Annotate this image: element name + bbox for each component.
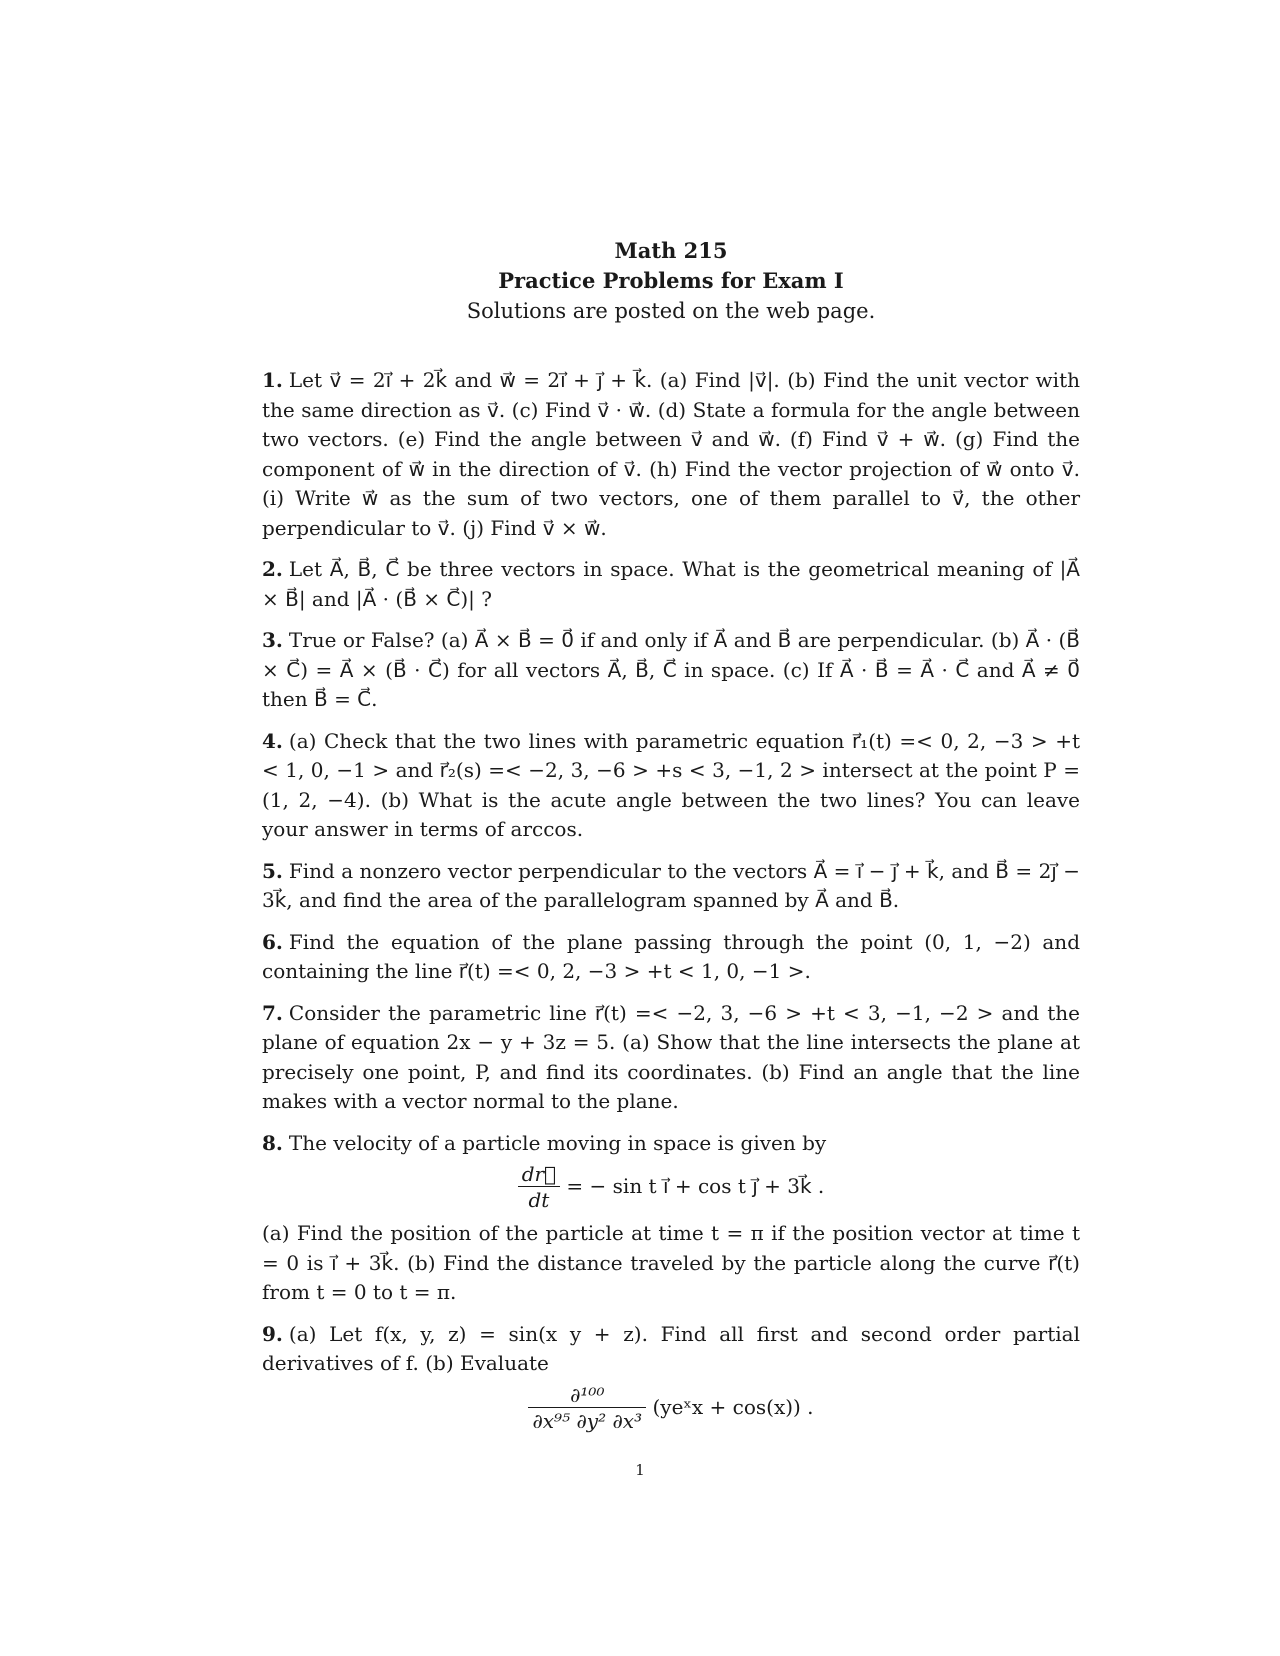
problem-text-continued: (a) Find the position of the particle at time t = π if the position vector at time t = 0 is i⃗ + 3k⃗. (b) Find the distance traveled by the particle along the curve r⃗(t) from t = 0 to t = π. <box>262 1221 1080 1304</box>
partial-derivative-expression <box>262 1383 1080 1434</box>
problem-number: 7. <box>262 1000 283 1025</box>
document-header <box>262 236 1080 326</box>
problem-text: (a) Let f(x, y, z) = sin(x y + z). Find all first and second order partial derivatives of f. (b) Evaluate <box>262 1321 1080 1375</box>
problem-text: The velocity of a particle moving in space is given by <box>288 1130 827 1155</box>
problem-number: 5. <box>262 858 283 883</box>
problem-5 <box>262 857 1080 916</box>
velocity-equation <box>262 1162 1080 1213</box>
fraction-numerator: ∂¹⁰⁰ <box>528 1383 646 1408</box>
problem-2 <box>262 555 1080 614</box>
problem-number: 4. <box>262 728 283 753</box>
problem-text: True or False? (a) A⃗ × B⃗ = 0⃗ if and only if A⃗ and B⃗ are perpendicular. (b) A⃗ · (B⃗ × C⃗) = A⃗ × (B⃗ · C⃗) for all vectors A⃗, B⃗, C⃗ in space. (c) If A⃗ · B⃗ = A⃗ · C⃗ and A⃗ ≠ 0⃗ then B⃗ = C⃗. <box>262 628 1080 711</box>
problem-number: 9. <box>262 1321 283 1346</box>
page-number: 1 <box>635 1461 645 1479</box>
problem-text: (a) Check that the two lines with parametric equation r⃗₁(t) =< 0, 2, −3 > +t < 1, 0, −1 > and r⃗₂(s) =< −2, 3, −6 > +s < 3, −1, 2 > intersect at the point P = (1, 2, −4). (b) What is the acute angle between the two lines? You can leave your answer in terms of arccos. <box>262 728 1080 841</box>
problem-text: Find a nonzero vector perpendicular to the vectors A⃗ = i⃗ − j⃗ + k⃗, and B⃗ = 2j⃗ − 3k⃗, and find the area of the parallelogram spanned by A⃗ and B⃗. <box>262 858 1080 912</box>
fraction-denominator: ∂x⁹⁵ ∂y² ∂x³ <box>532 1408 643 1433</box>
solutions-note: Solutions are posted on the web page. <box>466 299 876 323</box>
problem-text: Consider the parametric line r⃗(t) =< −2, 3, −6 > +t < 3, −1, −2 > and the plane of equation 2x − y + 3z = 5. (a) Show that the line intersects the plane at precisely one point, P, and find its coordinates. (b) Find an angle that the line makes with a vector normal to the plane. <box>262 1000 1080 1113</box>
document-subtitle: Practice Problems for Exam I <box>498 268 844 293</box>
equation-rhs: = − sin t i⃗ + cos t j⃗ + 3k⃗ . <box>566 1174 825 1198</box>
problem-number: 8. <box>262 1130 283 1155</box>
problem-number: 1. <box>262 368 283 392</box>
partial-derivative-fraction <box>528 1383 646 1434</box>
derivative-fraction <box>518 1162 560 1213</box>
problem-number: 2. <box>262 557 283 581</box>
problem-6 <box>262 928 1080 987</box>
problem-text: Let v⃗ = 2i⃗ + 2k⃗ and w⃗ = 2i⃗ + j⃗ + k⃗. (a) Find |v⃗|. (b) Find the unit vector with the same direction as v⃗. (c) Find v⃗ · w⃗. (d) State a formula for the angle between two vectors. (e) Find the angle between v⃗ and w⃗. (f) Find v⃗ + w⃗. (g) Find the component of w⃗ in the direction of v⃗. (h) Find the vector projection of w⃗ onto v⃗. (i) Write w⃗ as the sum of two vectors, one of them parallel to v⃗, the other perpendicular to v⃗. (j) Find v⃗ × w⃗. <box>262 368 1080 540</box>
problem-number: 3. <box>262 628 283 652</box>
problem-number: 6. <box>262 929 283 954</box>
document-title: Math 215 <box>614 238 728 263</box>
fraction-denominator: dt <box>528 1188 550 1212</box>
problem-4 <box>262 727 1080 845</box>
problem-3 <box>262 626 1080 715</box>
problem-text: Let A⃗, B⃗, C⃗ be three vectors in space. What is the geometrical meaning of |A⃗ × B⃗| and |A⃗ · (B⃗ × C⃗)| ? <box>262 557 1080 611</box>
document-page <box>262 236 1080 1446</box>
problem-9 <box>262 1320 1080 1434</box>
problem-1 <box>262 366 1080 543</box>
problem-8 <box>262 1129 1080 1308</box>
expression-argument: (yeˣx + cos(x)) . <box>652 1394 814 1419</box>
problem-7 <box>262 999 1080 1117</box>
problem-list <box>262 366 1080 1434</box>
fraction-numerator: dr⃗ <box>518 1162 560 1187</box>
problem-text: Find the equation of the plane passing through the point (0, 1, −2) and containing the line r⃗(t) =< 0, 2, −3 > +t < 1, 0, −1 >. <box>262 929 1080 983</box>
